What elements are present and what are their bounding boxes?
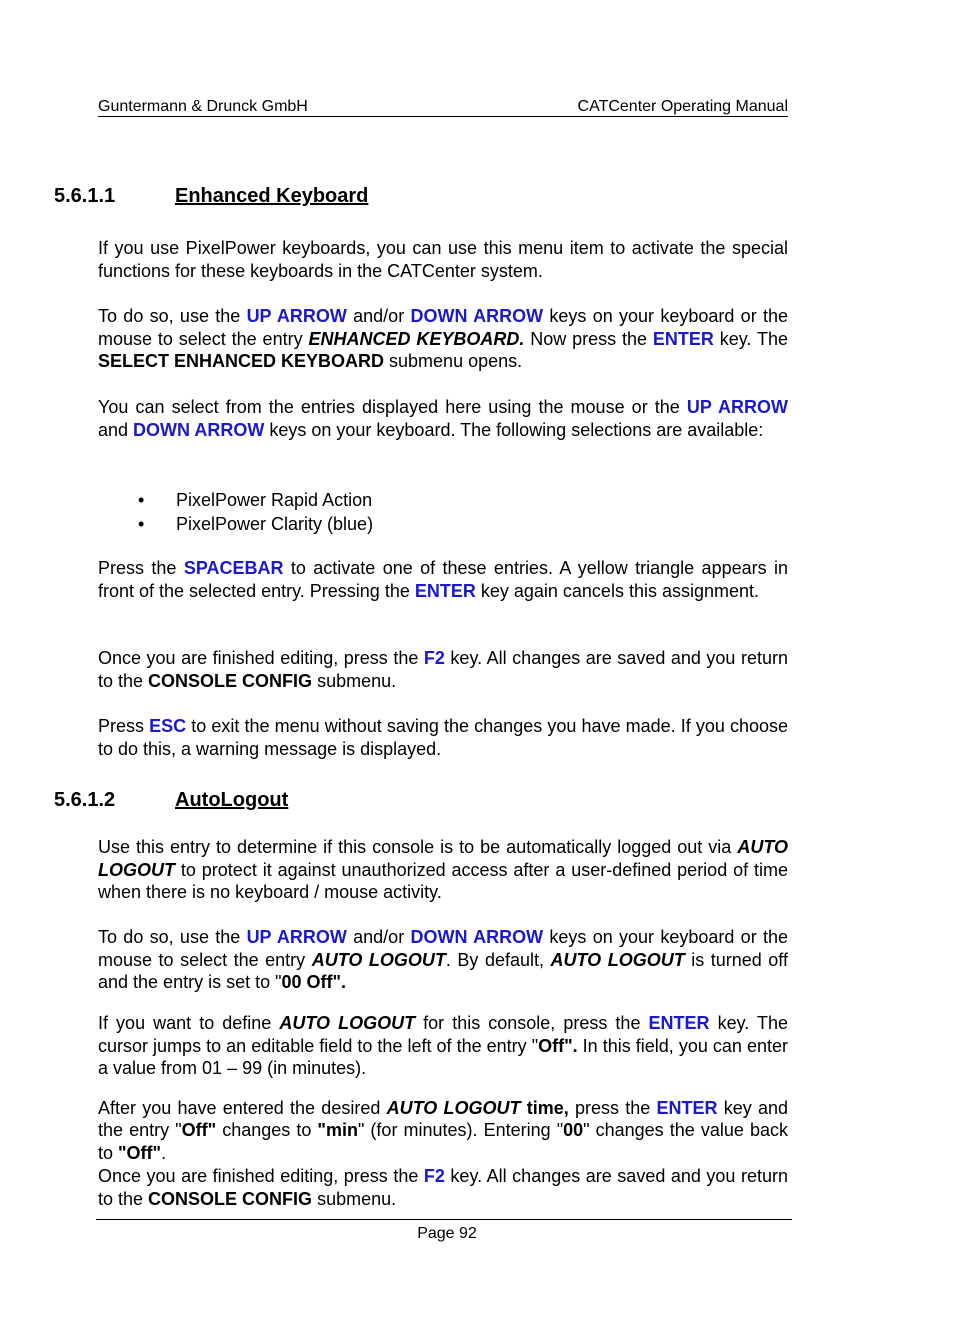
- key-name: ESC: [149, 716, 187, 736]
- section-number: 5.6.1.2: [54, 789, 116, 811]
- section-title: AutoLogout: [175, 789, 289, 811]
- menu-entry: AUTO LOGOUT: [311, 949, 446, 970]
- key-name: UP ARROW: [246, 927, 347, 947]
- menu-name: CONSOLE CONFIG: [148, 1188, 313, 1209]
- menu-entry: ENHANCED KEYBOARD.: [308, 328, 525, 349]
- key-name: ENTER: [648, 1013, 710, 1033]
- paragraph: To do so, use the UP ARROW and/or DOWN ARROW keys on your keyboard or the mouse to select the entry ENHANCED KEYBOARD. Now press the ENTER key. The SELECT ENHANCED KEYBOARD submenu opens.: [98, 306, 789, 372]
- section-heading-enhanced-keyboard: [54, 184, 368, 208]
- page-header: [98, 97, 788, 117]
- menu-entry: AUTO LOGOUT: [386, 1098, 521, 1118]
- footer-divider: [96, 1219, 792, 1220]
- paragraph: You can select from the entries displayed here using the mouse or the UP ARROW and DOWN ARROW keys on your keyboard. The following selections are available:: [98, 397, 789, 440]
- key-name: UP ARROW: [686, 397, 789, 417]
- menu-entry: AUTO LOGOUT: [98, 837, 788, 880]
- paragraph: If you want to define AUTO LOGOUT for this console, press the ENTER key. The cursor jumps to an editable field to the left of the entry "Off". In this field, you can enter a value from 01 – 99 (in minutes).: [98, 1013, 789, 1079]
- paragraph: Press the SPACEBAR to activate one of these entries. A yellow triangle appears in front of the selected entry. Pressing the ENTER key again cancels this assignment.: [98, 558, 788, 601]
- paragraph: Once you are finished editing, press the F2 key. All changes are saved and you return to the CONSOLE CONFIG submenu.: [98, 648, 788, 691]
- menu-entry: AUTO LOGOUT: [279, 1013, 416, 1033]
- key-name: DOWN ARROW: [410, 927, 544, 947]
- header-manual-title: CATCenter Operating Manual: [577, 98, 788, 115]
- paragraph: After you have entered the desired AUTO LOGOUT time, press the ENTER key and the entry "Off" changes to "min" (for minutes). Entering "00" changes the value back to "Off".: [98, 1098, 789, 1163]
- key-name: F2: [423, 1166, 445, 1186]
- key-name: DOWN ARROW: [133, 419, 265, 440]
- bullet-icon: •: [138, 490, 145, 510]
- value-text: "Off": [118, 1142, 162, 1163]
- menu-name: SELECT ENHANCED KEYBOARD: [98, 351, 385, 372]
- header-company: Guntermann & Drunck GmbH: [98, 98, 308, 115]
- key-name: SPACEBAR: [183, 558, 284, 578]
- key-name: ENTER: [414, 580, 476, 601]
- paragraph: Press ESC to exit the menu without saving the changes you have made. If you choose to do this, a warning message is displayed.: [98, 716, 789, 759]
- paragraph: If you use PixelPower keyboards, you can use this menu item to activate the special functions for these keyboards in the CATCenter system.: [98, 238, 788, 281]
- key-name: F2: [423, 648, 445, 668]
- bullet-icon: •: [138, 514, 145, 534]
- paragraph: Once you are finished editing, press the F2 key. All changes are saved and you return to the CONSOLE CONFIG submenu.: [98, 1166, 788, 1209]
- value-text: "min: [317, 1120, 358, 1141]
- paragraph: Use this entry to determine if this console is to be automatically logged out via AUTO LOGOUT to protect it against unauthorized access after a user-defined period of time when there is no keyboard / mouse activity.: [98, 837, 788, 903]
- list-item: • PixelPower Clarity (blue): [138, 514, 374, 534]
- key-name: UP ARROW: [246, 306, 347, 326]
- list-item: • PixelPower Rapid Action: [138, 490, 373, 510]
- value-text: Off".: [538, 1035, 578, 1056]
- menu-entry: AUTO LOGOUT: [550, 949, 685, 970]
- key-name: ENTER: [656, 1098, 718, 1118]
- section-title: Enhanced Keyboard: [175, 185, 369, 207]
- value-text: 00: [563, 1120, 584, 1141]
- value-text: Off": [181, 1120, 217, 1141]
- paragraph: To do so, use the UP ARROW and/or DOWN ARROW keys on your keyboard or the mouse to select the entry AUTO LOGOUT. By default, AUTO LOGOUT is turned off and the entry is set to "00 Off".: [98, 927, 789, 993]
- page-number: Page 92: [417, 1225, 477, 1242]
- section-heading-autologout: [54, 788, 288, 812]
- value-text: 00 Off".: [281, 972, 347, 993]
- selection-list: [98, 488, 373, 536]
- section-number: 5.6.1.1: [54, 185, 116, 207]
- key-name: ENTER: [652, 328, 714, 349]
- key-name: DOWN ARROW: [410, 306, 544, 326]
- menu-name: CONSOLE CONFIG: [148, 670, 313, 691]
